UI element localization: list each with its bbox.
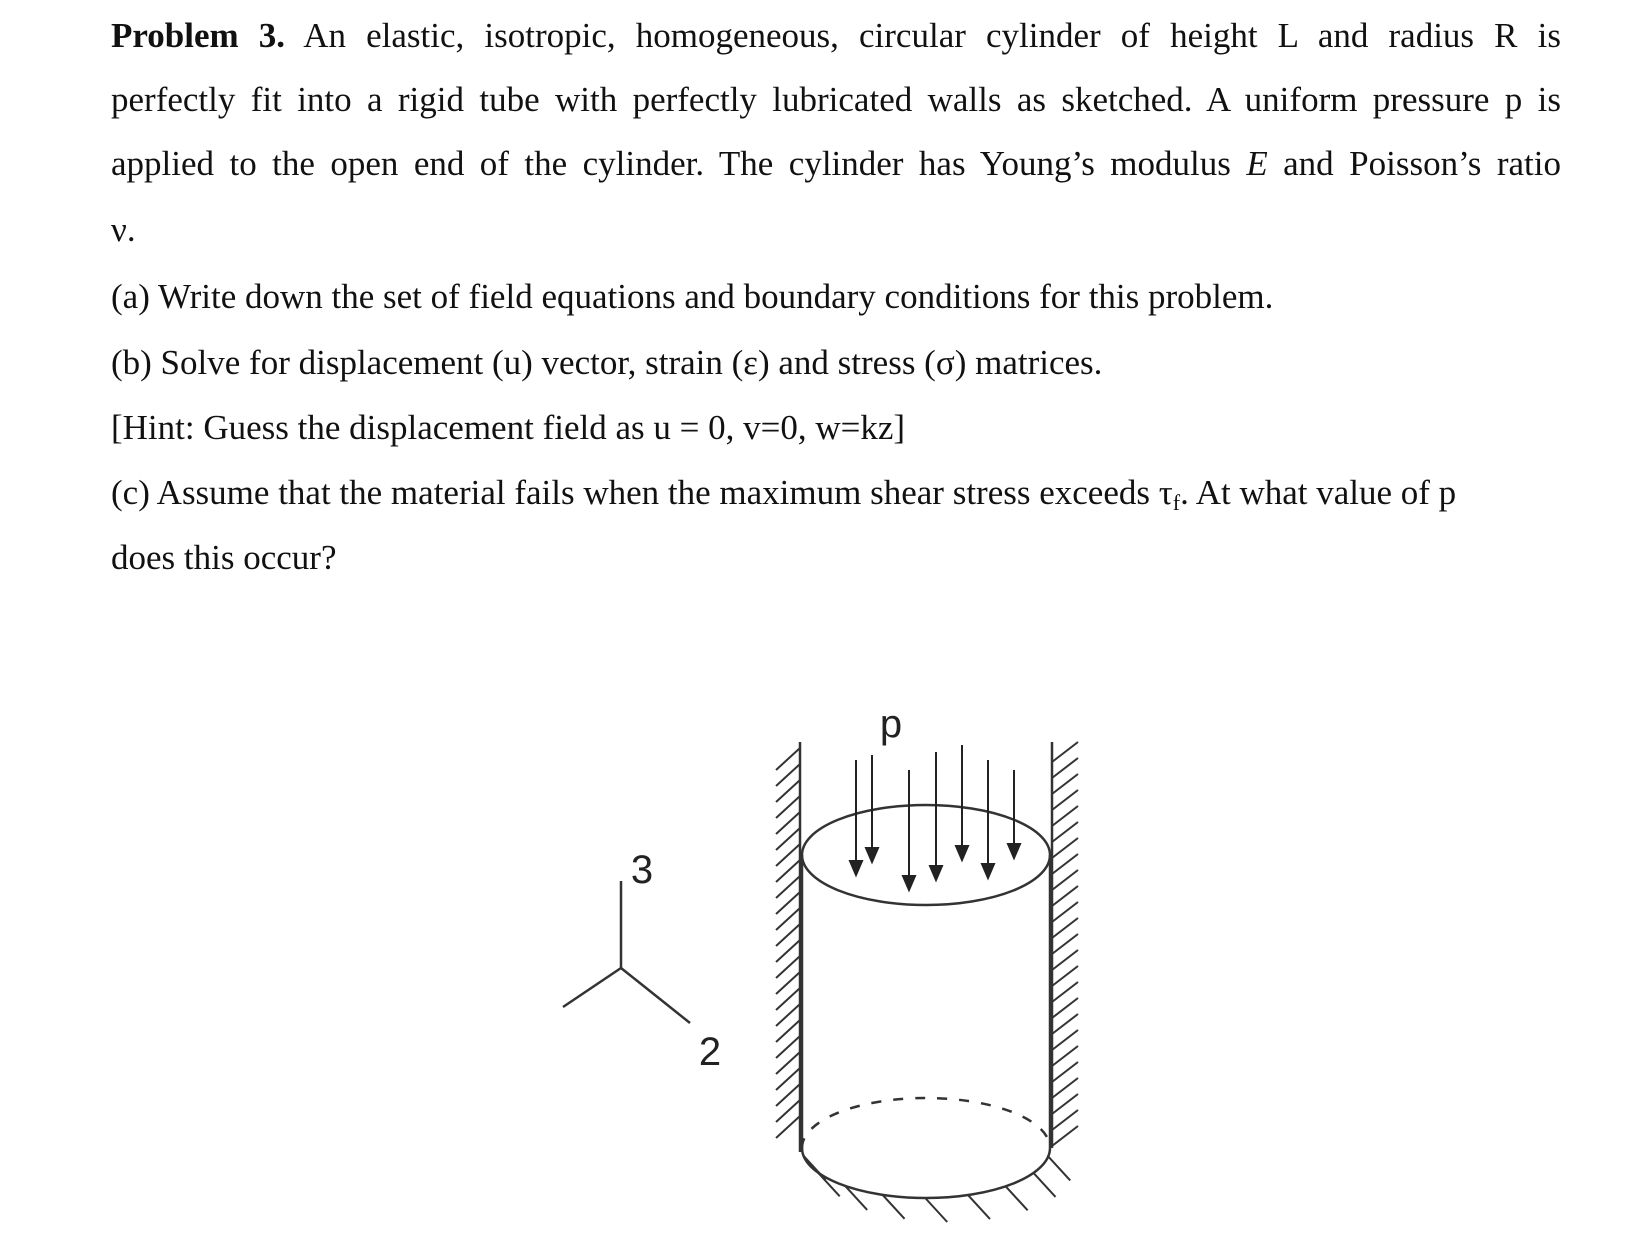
hatch-mark	[1052, 1094, 1078, 1114]
cylinder-bottom-front-arc	[802, 1148, 1050, 1198]
axis-label-2: 2	[698, 1030, 722, 1074]
hint: [Hint: Guess the displacement field as u = 0, v=0, w=kz]	[111, 408, 906, 447]
poissons-ratio-symbol: ν.	[111, 210, 136, 249]
hatch-mark	[925, 1198, 947, 1222]
pressure-arrow-head	[930, 866, 942, 880]
hatch-mark	[1052, 1126, 1078, 1146]
hatch-mark	[1052, 790, 1078, 810]
hatch-mark	[1006, 1186, 1028, 1210]
part-c-text-a: (c) Assume that the material fails when the maximum shear stress exceeds τ	[111, 473, 1173, 512]
hatch-mark	[1052, 838, 1078, 858]
hatch-mark	[1052, 774, 1078, 794]
part-b: (b) Solve for displacement (u) vector, strain (ε) and stress (σ) matrices.	[111, 343, 1103, 382]
hatch-mark	[1052, 758, 1078, 778]
pressure-arrow-head	[903, 876, 915, 890]
problem-title: Problem 3.	[111, 16, 286, 55]
problem-line-2: perfectly fit into a rigid tube with perfectly lubricated walls as sketched. A uniform pressure p is	[111, 80, 1561, 119]
cylinder-bottom-back-arc	[802, 1098, 1050, 1148]
pressure-arrow-head	[1008, 844, 1020, 858]
bottom-rigid-base	[804, 1156, 1071, 1222]
problem-line-1-text: An elastic, isotropic, homogeneous, circular cylinder of height L and radius R is	[285, 16, 1561, 55]
hatch-mark	[968, 1195, 990, 1219]
hatch-mark	[1052, 1110, 1078, 1130]
axis-1-line	[563, 968, 621, 1007]
hatch-mark	[1048, 1156, 1070, 1180]
hatch-mark	[1052, 1014, 1078, 1034]
left-rigid-wall	[776, 742, 800, 1152]
part-a: (a) Write down the set of field equations and boundary conditions for this problem.	[111, 277, 1274, 316]
hatch-mark	[1052, 854, 1078, 874]
pressure-arrow-head	[866, 848, 878, 862]
part-c-text-b: . At what value of p	[1180, 473, 1457, 512]
hatch-mark	[1052, 966, 1078, 986]
hatch-mark	[1052, 870, 1078, 890]
hatch-mark	[1052, 1062, 1078, 1082]
hatch-mark	[1034, 1173, 1056, 1197]
pressure-arrow-head	[982, 864, 994, 878]
hatch-mark	[883, 1195, 905, 1219]
pressure-arrows	[850, 745, 1020, 890]
hatch-mark	[1052, 1030, 1078, 1050]
part-c-subscript: f	[1172, 490, 1181, 515]
pressure-label: p	[879, 702, 903, 746]
problem-line-3-text-a: applied to the open end of the cylinder. The cylinder has Young’s modulus	[111, 144, 1247, 183]
hatch-mark	[1052, 982, 1078, 1002]
part-c-continuation: does this occur?	[111, 538, 337, 577]
axis-label-3: 3	[630, 848, 654, 892]
hatch-mark	[1052, 806, 1078, 826]
youngs-modulus-symbol: E	[1246, 144, 1268, 183]
hatch-mark	[1052, 950, 1078, 970]
axis-triad	[563, 881, 690, 1023]
hatch-mark	[1052, 1078, 1078, 1098]
right-rigid-wall	[1052, 742, 1078, 1148]
hatch-mark	[1052, 886, 1078, 906]
hatch-mark	[1052, 822, 1078, 842]
hatch-mark	[1052, 742, 1078, 762]
problem-line-3-text-b: and Poisson’s ratio	[1267, 144, 1561, 183]
hatch-mark	[1052, 918, 1078, 938]
pressure-arrow-head	[956, 846, 968, 860]
cylinder-body	[802, 805, 1050, 1198]
hatch-mark	[1052, 998, 1078, 1018]
hatch-mark	[1052, 902, 1078, 922]
hatch-mark	[1052, 934, 1078, 954]
axis-2-line	[621, 968, 690, 1023]
pressure-arrow-head	[850, 861, 862, 875]
hatch-mark	[1052, 1046, 1078, 1066]
